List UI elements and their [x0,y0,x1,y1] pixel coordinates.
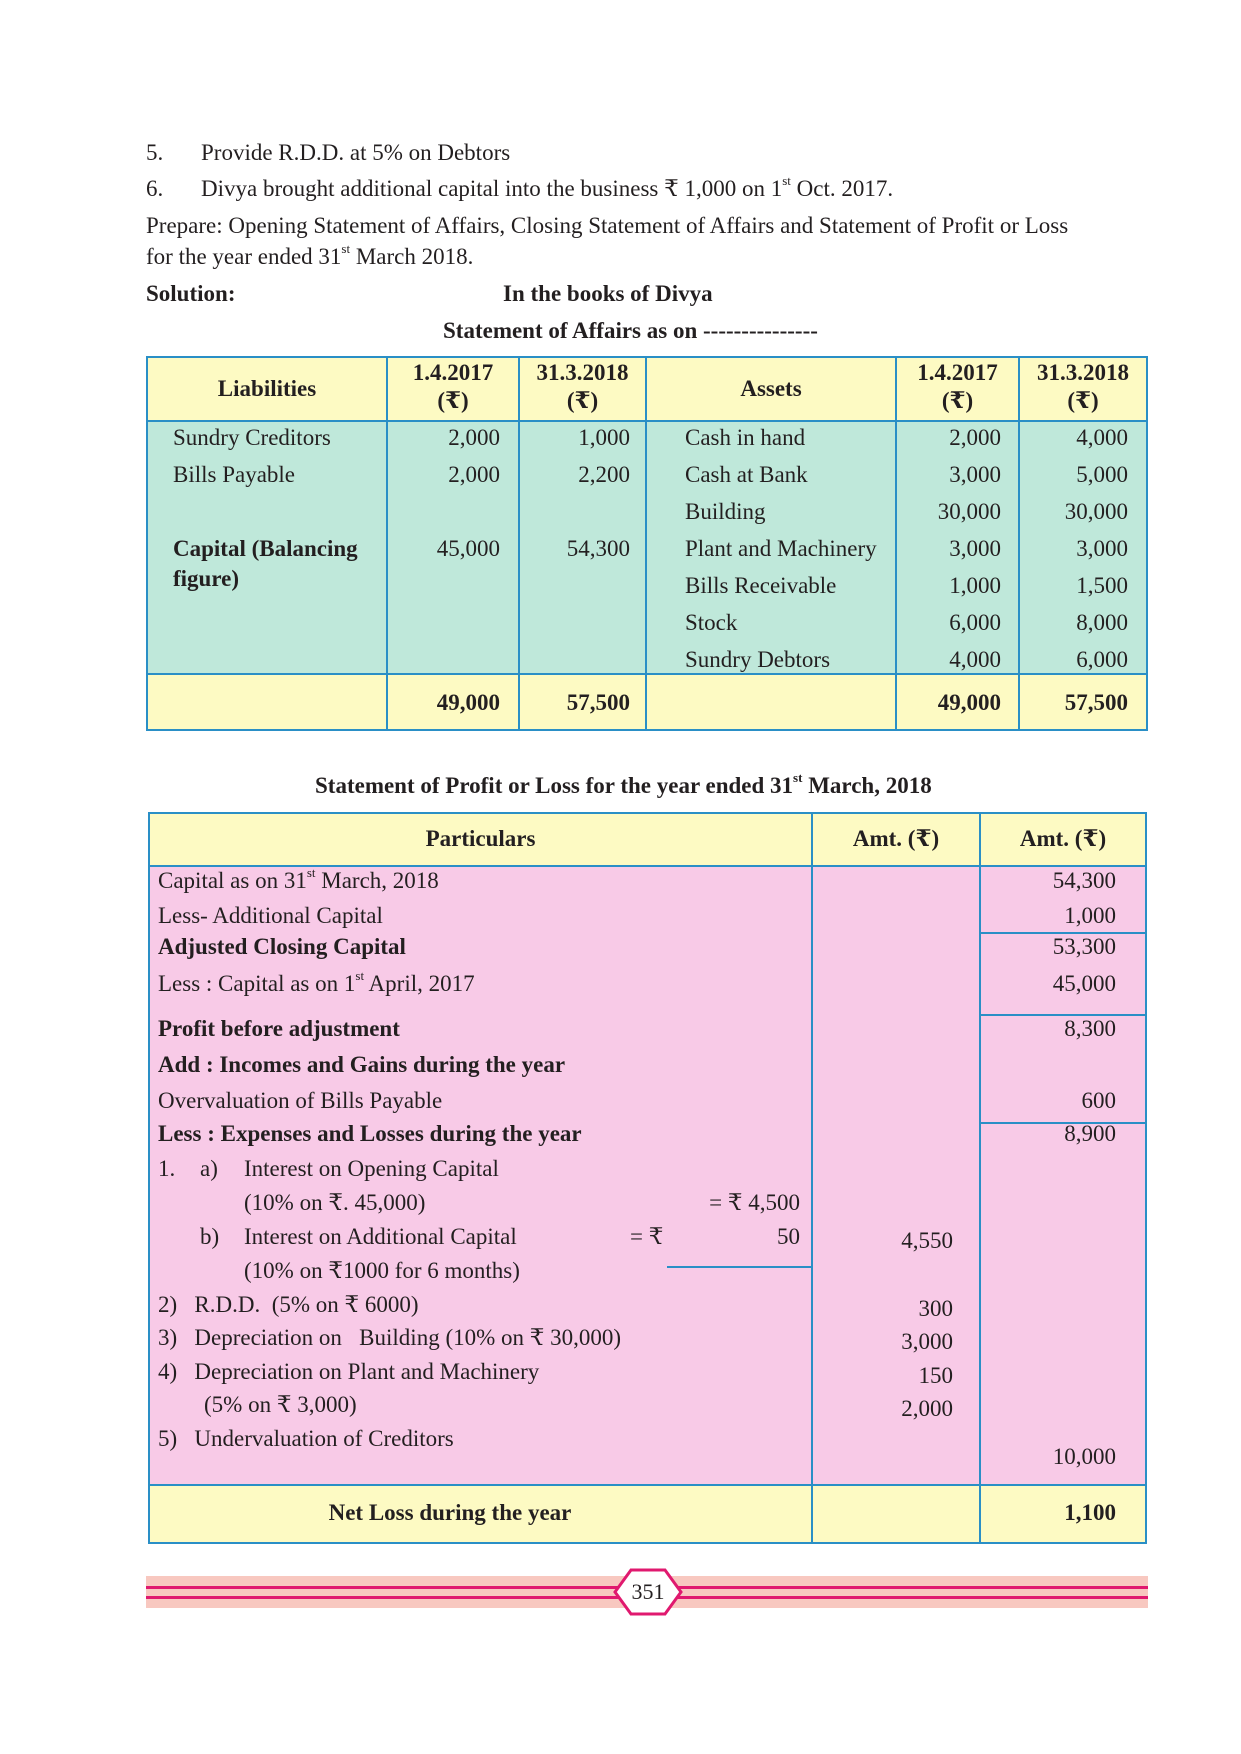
asset-value: 3,000 [949,536,1001,561]
calc-value: 50 [777,1224,800,1249]
calc-value: = ₹ 4,500 [709,1190,800,1215]
asset-value: 6,000 [949,610,1001,635]
capital-value: 45,000 [436,536,500,561]
header-rupee: (₹) [437,388,469,413]
row-divider [150,1484,1145,1486]
asset-name: Plant and Machinery [685,536,877,561]
row-interest-additional: Interest on Additional Capital [244,1224,517,1249]
asset-value: 4,000 [1076,425,1128,450]
row-depreciation-plant-sub: (5% on ₹ 3,000) [204,1392,357,1417]
instruction-item-5 [146,138,511,168]
header-date1: 1.4.2017 [917,360,998,385]
row-less-opening: Less : Capital as on 1st April, 2017 [158,968,475,996]
value: 2,000 [901,1396,953,1421]
row-adjusted-closing: Adjusted Closing Capital [158,934,406,959]
row-less-additional: Less- Additional Capital [158,903,383,928]
asset-value: 8,000 [1076,610,1128,635]
header-assets: Assets [740,376,802,401]
row-add-incomes: Add : Incomes and Gains during the year [158,1052,566,1077]
row-capital-close: Capital as on 31st March, 2018 [158,865,439,893]
value: 1,000 [1064,903,1116,928]
liability-value: 2,000 [448,425,500,450]
page-number: 351 [631,1579,665,1604]
row-undervaluation-creditors: 5) Undervaluation of Creditors [158,1426,454,1451]
total-assets-closing: 57,500 [1064,690,1128,715]
item-text: Divya brought additional capital into the business ₹ 1,000 on 1st Oct. 2017. [201,173,894,201]
double-underline [981,1542,1145,1544]
asset-value: 5,000 [1076,462,1128,487]
statement-of-affairs-table [146,356,1148,731]
row-less-expenses: Less : Expenses and Losses during the year [158,1121,582,1146]
total-liabilities-opening: 49,000 [436,690,500,715]
header-date1: 1.4.2017 [412,360,494,385]
liability-name: Bills Payable [173,462,296,487]
header-rupee: (₹) [1067,388,1099,413]
capital-label-line1: Capital (Balancing [173,536,358,561]
asset-name: Sundry Debtors [685,647,831,672]
asset-value: 2,000 [949,425,1001,450]
liability-name: Sundry Creditors [173,425,331,450]
item-letter: a) [200,1156,218,1181]
value: 300 [918,1296,953,1321]
header-amt1: Amt. (₹) [852,826,940,851]
prepare-line-2: for the year ended 31st March 2018. [146,241,474,269]
asset-value: 3,000 [949,462,1001,487]
total-assets-opening: 49,000 [937,690,1001,715]
header-date2: 31.3.2018 [536,360,629,385]
col-divider [811,814,813,1542]
liability-value: 1,000 [578,425,630,450]
item-number: 5. [146,140,164,165]
subtotal-line [667,1266,813,1268]
asset-value: 1,000 [949,573,1001,598]
row-rdd: 2) R.D.D. (5% on ₹ 6000) [158,1292,419,1317]
header-particulars: Particulars [425,826,536,851]
asset-value: 4,000 [949,647,1001,672]
asset-value: 3,000 [1076,536,1128,561]
value: 54,300 [1052,868,1116,893]
header-amt2: Amt. (₹) [1019,826,1107,851]
row-interest-additional-sub: (10% on ₹1000 for 6 months) [244,1258,520,1283]
instruction-item-6 [146,173,894,204]
item-letter: b) [200,1224,220,1249]
net-loss-label: Net Loss during the year [328,1500,572,1525]
item-number: 1. [158,1156,176,1181]
value: 3,000 [901,1329,953,1354]
row-depreciation-building: 3) Depreciation on Building (10% on ₹ 30,000) [158,1325,622,1350]
row-interest-opening-sub: (10% on ₹. 45,000) [244,1190,426,1215]
asset-name: Stock [685,610,738,635]
asset-value: 1,500 [1076,573,1128,598]
header-liabilities: Liabilities [217,376,317,401]
asset-name: Bills Receivable [685,573,837,598]
header-date2: 31.3.2018 [1037,360,1129,385]
asset-name: Cash at Bank [685,462,808,487]
affairs-title: Statement of Affairs as on --------------- [443,318,818,343]
liability-value: 2,000 [448,462,500,487]
total-liabilities-closing: 57,500 [566,690,630,715]
capital-label-line2: figure) [173,566,240,591]
header-rupee: (₹) [941,388,974,413]
asset-name: Building [685,499,766,524]
value: 8,900 [1064,1121,1116,1146]
calc-eq: = ₹ [630,1224,664,1249]
solution-label: Solution: [146,281,236,306]
prepare-line-1: Prepare: Opening Statement of Affairs, Closing Statement of Affairs and Statement of Profit or Loss [146,213,1069,238]
value: 4,550 [901,1228,953,1253]
row-profit-before: Profit before adjustment [158,1016,400,1041]
asset-value: 6,000 [1076,647,1128,672]
books-title: In the books of Divya [503,281,713,306]
row-overvaluation: Overvaluation of Bills Payable [158,1088,443,1113]
asset-name: Cash in hand [685,425,806,450]
value: 45,000 [1052,971,1116,996]
header-rupee: (₹) [566,388,599,413]
liability-value: 2,200 [578,462,630,487]
value: 600 [1081,1088,1116,1113]
row-depreciation-plant: 4) Depreciation on Plant and Machinery [158,1359,540,1384]
value: 53,300 [1052,934,1116,959]
value: 8,300 [1064,1016,1116,1041]
capital-value: 54,300 [566,536,630,561]
row-interest-opening: Interest on Opening Capital [244,1156,499,1181]
row-divider [148,420,1146,422]
item-text: Provide R.D.D. at 5% on Debtors [201,140,511,165]
pl-statement-title: Statement of Profit or Loss for the year ended 31st March, 2018 [315,770,932,798]
value: 150 [918,1363,953,1388]
item-number: 6. [146,176,164,201]
value: 10,000 [1052,1444,1116,1469]
net-loss-value: 1,100 [1064,1500,1116,1525]
profit-loss-table [148,812,1147,1544]
asset-value: 30,000 [937,499,1001,524]
asset-value: 30,000 [1064,499,1128,524]
